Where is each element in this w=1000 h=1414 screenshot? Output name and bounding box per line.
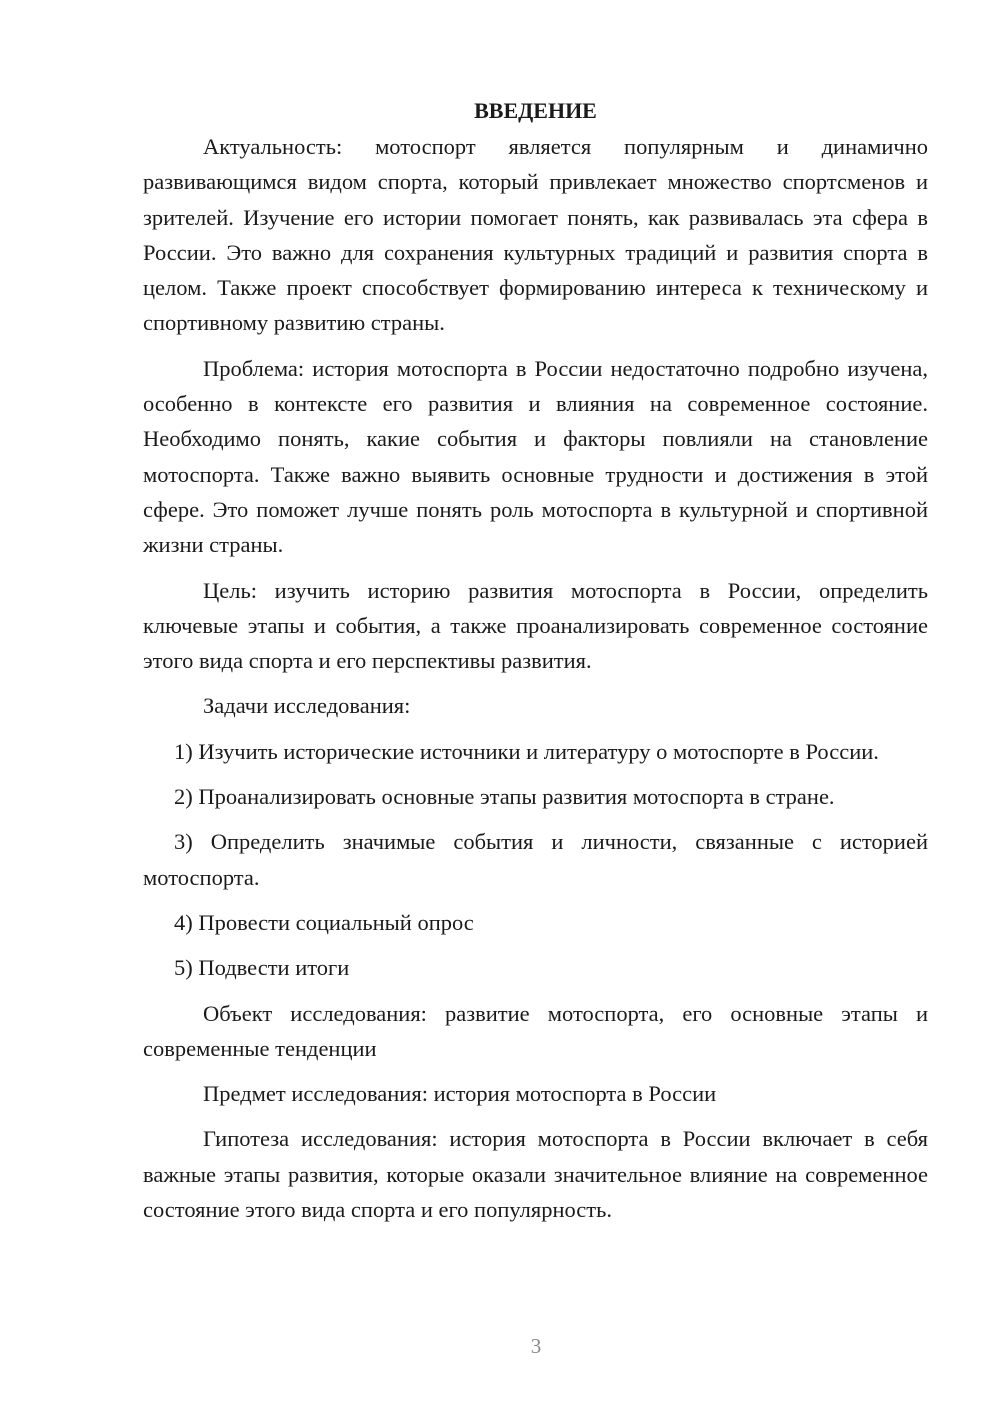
task-item-3: 3) Определить значимые события и личности, связанные с историей мотоспорта. — [143, 829, 928, 890]
paragraph-relevance: Актуальность: мотоспорт является популярным и динамично развивающимся видом спорта, который привлекает множество спортсменов и зрителей. Изучение его истории помогает понять, как развивалась эта сфера в России. Это важно для сохранения культурных традиций и развития спорта в целом. Также проект способствует формированию интереса к техническому и спортивному развитию страны. — [143, 134, 928, 336]
paragraph-subject: Предмет исследования: история мотоспорта в России — [203, 1081, 717, 1107]
paragraph-goal: Цель: изучить историю развития мотоспорта в России, определить ключевые этапы и события, а также проанализировать современное состояние этого вида спорта и его перспективы развития. — [143, 577, 928, 674]
task-item-1: 1) Изучить исторические источники и литературу о мотоспорте в России. — [174, 738, 879, 764]
task-item-4: 4) Провести социальный опрос — [174, 909, 474, 935]
task-item-2: 2) Проанализировать основные этапы развития мотоспорта в стране. — [174, 784, 835, 810]
section-title: ВВЕДЕНИЕ — [474, 98, 597, 123]
paragraph-hypothesis: Гипотеза исследования: история мотоспорта в России включает в себя важные этапы развития, которые оказали значительное влияние на современное состояние этого вида спорта и его популярность. — [143, 1126, 928, 1223]
tasks-heading: Задачи исследования: — [203, 693, 411, 719]
page-number: 3 — [530, 1334, 542, 1358]
paragraph-object: Объект исследования: развитие мотоспорта, его основные этапы и современные тенденции — [143, 1000, 928, 1061]
task-item-5: 5) Подвести итоги — [174, 955, 350, 981]
page-content — [143, 93, 928, 1227]
paragraph-problem: Проблема: история мотоспорта в России недостаточно подробно изучена, особенно в контексте его развития и влияния на современное состояние. Необходимо понять, какие события и факторы повлияли на становление мотоспорта. Также важно выявить основные трудности и достижения в этой сфере. Это поможет лучше понять роль мотоспорта в культурной и спортивной жизни страны. — [143, 355, 928, 558]
